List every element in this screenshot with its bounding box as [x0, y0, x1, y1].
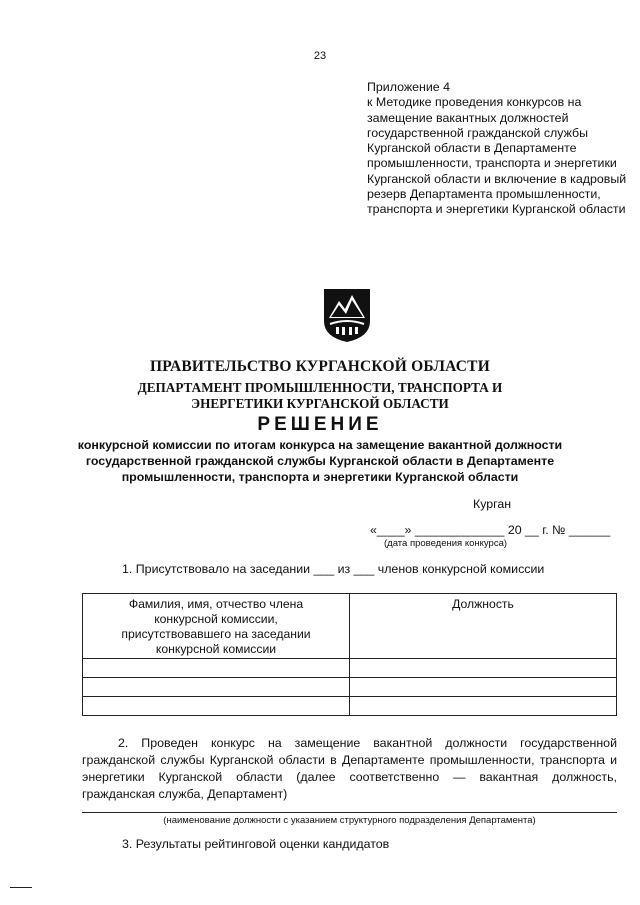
table-cell: [83, 697, 350, 716]
item-3: 3. Результаты рейтинговой оценки кандидатов: [122, 837, 390, 851]
table-row: [83, 697, 617, 716]
coat-of-arms-icon: [322, 287, 372, 343]
table-cell: [350, 697, 617, 716]
table-cell: [350, 678, 617, 697]
item-2: 2. Проведен конкурс на замещение вакантной должности государственной гражданской службы Курганской области в Департаменте промышленности, транспорта и энергетики Курганской области (далее соответственно — вакантная должность, гражданская служба, Департамент): [82, 736, 617, 801]
date-line: «____» _____________ 20 __ г. № ______: [370, 523, 611, 537]
date-caption: (дата проведения конкурса): [384, 538, 508, 549]
item-1: 1. Присутствовало на заседании ___ из ___ членов конкурсной комиссии: [122, 562, 545, 576]
table-header-name: Фамилия, имя, отчество члена конкурсной комиссии, присутствовавшего на заседании конкурсной комиссии: [83, 594, 350, 659]
table-header-row: [83, 594, 617, 659]
table-cell: [83, 678, 350, 697]
page-number: 23: [313, 50, 327, 62]
department-title: ДЕПАРТАМЕНТ ПРОМЫШЛЕННОСТИ, ТРАНСПОРТА И ЭНЕРГЕТИКИ КУРГАНСКОЙ ОБЛАСТИ: [137, 380, 503, 411]
table-row: [83, 678, 617, 697]
position-caption: (наименование должности с указанием структурного подразделения Департамента): [163, 815, 536, 826]
table-cell: [350, 659, 617, 678]
table-header-position: Должность: [350, 594, 617, 659]
table-cell: [83, 659, 350, 678]
decision-title: РЕШЕНИЕ: [257, 414, 383, 435]
table-row: [83, 659, 617, 678]
attendance-table: [82, 593, 617, 716]
appendix-title: Приложение 4: [367, 80, 451, 94]
appendix-text: к Методике проведения конкурсов на замещение вакантных должностей государственной гражданской службы Курганской области в Департаменте промышленности, транспорта и энергетики Курганской области и включение в кадровый резерв Департамента промышленности, транспорта и энергетики Курганской области: [367, 95, 627, 217]
appendix-block: [367, 80, 627, 218]
position-underline: [82, 812, 617, 813]
city: Курган: [473, 497, 512, 511]
footer-mark: [10, 887, 32, 888]
government-title: ПРАВИТЕЛЬСТВО КУРГАНСКОЙ ОБЛАСТИ: [150, 358, 490, 375]
decision-subtitle: конкурсной комиссии по итогам конкурса на замещение вакантной должности государственной гражданской службы Курганской области в Департаменте промышленности, транспорта и энергетики Курганской области: [77, 438, 563, 484]
